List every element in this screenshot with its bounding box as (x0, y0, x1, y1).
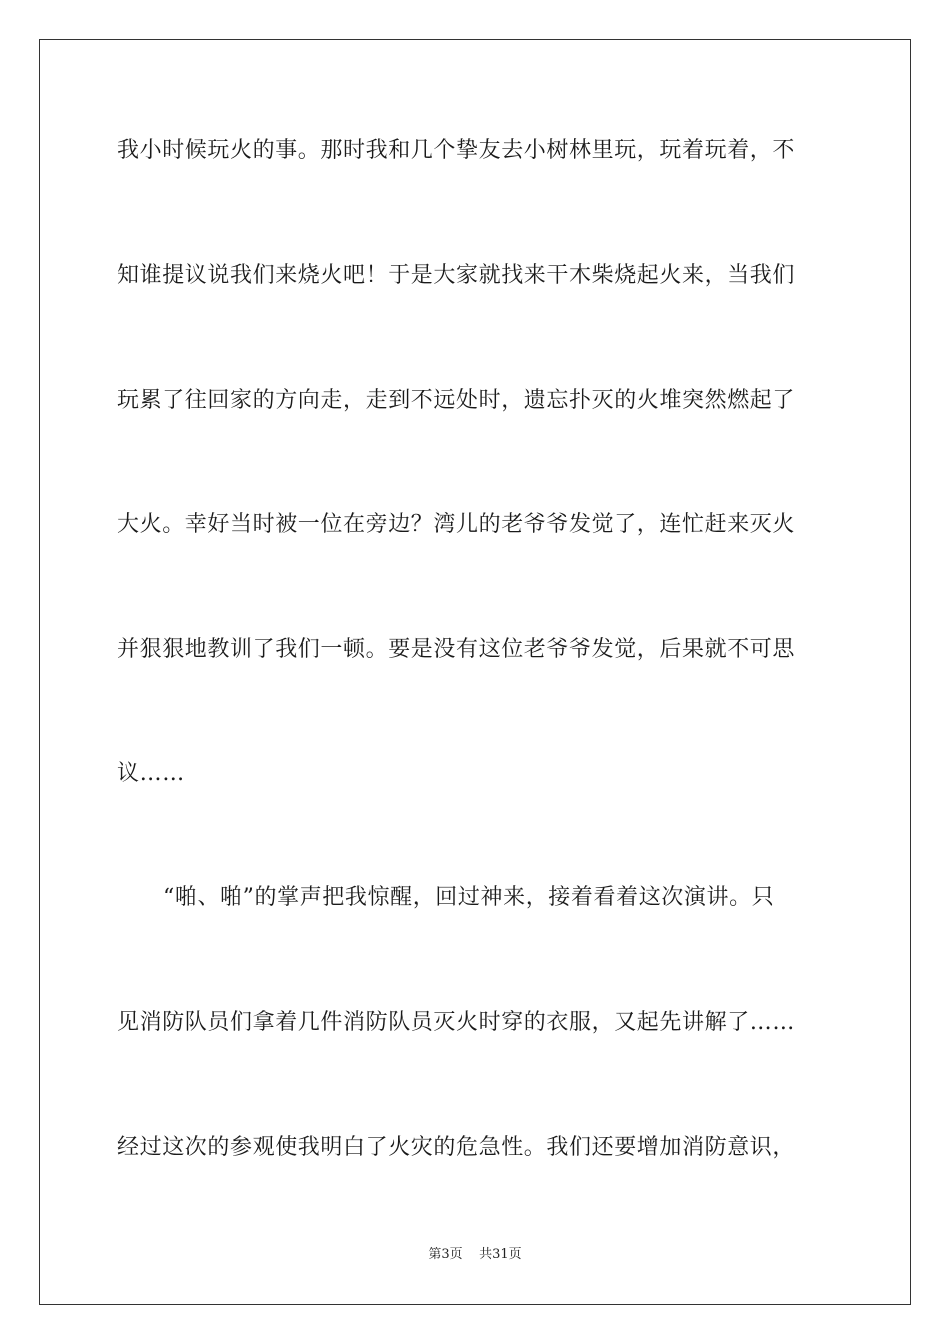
body-text-line: 议…… (117, 761, 185, 786)
paragraph-start-line: “啪、啪”的掌声把我惊醒，回过神来，接着看着这次演讲。只 (163, 885, 775, 910)
page-number: 第3页 (428, 1247, 463, 1262)
page-footer (0, 1246, 950, 1264)
page-border (39, 39, 911, 1305)
body-text-line: 见消防队员们拿着几件消防队员灭火时穿的衣服，又起先讲解了…… (117, 1010, 796, 1035)
page-total: 共31页 (479, 1247, 522, 1262)
body-text-line: 经过这次的参观使我明白了火灾的危急性。我们还要增加消防意识， (117, 1135, 796, 1160)
body-text-line: 玩累了往回家的方向走，走到不远处时，遗忘扑灭的火堆突然燃起了 (117, 388, 796, 413)
body-text-line: 知谁提议说我们来烧火吧！于是大家就找来干木柴烧起火来，当我们 (117, 263, 796, 288)
body-text-line: 大火。幸好当时被一位在旁边？湾儿的老爷爷发觉了，连忙赶来灭火 (117, 512, 796, 537)
body-text-line: 并狠狠地教训了我们一顿。要是没有这位老爷爷发觉，后果就不可思 (117, 637, 796, 662)
body-text-line: 我小时候玩火的事。那时我和几个挚友去小树林里玩，玩着玩着，不 (117, 138, 796, 163)
